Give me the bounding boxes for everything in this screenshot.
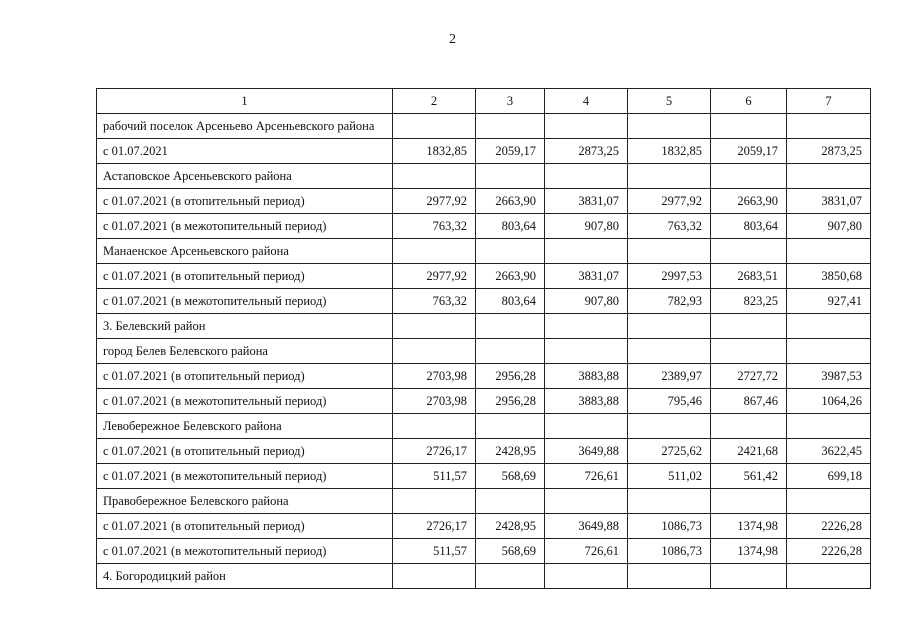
row-label: с 01.07.2021 (в отопительный период) [97, 439, 393, 464]
value-cell: 726,61 [545, 539, 628, 564]
value-cell: 2956,28 [476, 389, 545, 414]
tariff-table [96, 88, 871, 589]
row-label: Манаенское Арсеньевского района [97, 239, 393, 264]
value-cell: 2703,98 [393, 364, 476, 389]
table-row [97, 239, 871, 264]
value-cell [628, 489, 711, 514]
value-cell: 2727,72 [711, 364, 787, 389]
value-cell [476, 339, 545, 364]
row-label: город Белев Белевского района [97, 339, 393, 364]
row-label: рабочий поселок Арсеньево Арсеньевского района [97, 114, 393, 139]
value-cell: 1374,98 [711, 539, 787, 564]
table-row [97, 414, 871, 439]
value-cell: 699,18 [787, 464, 871, 489]
value-cell [711, 564, 787, 589]
value-cell [393, 114, 476, 139]
value-cell [787, 564, 871, 589]
table-row [97, 139, 871, 164]
value-cell: 2663,90 [476, 264, 545, 289]
value-cell: 2997,53 [628, 264, 711, 289]
column-header-1: 1 [97, 89, 393, 114]
value-cell [393, 339, 476, 364]
value-cell: 568,69 [476, 464, 545, 489]
value-cell: 2663,90 [711, 189, 787, 214]
table-row [97, 564, 871, 589]
value-cell: 511,57 [393, 464, 476, 489]
value-cell [628, 564, 711, 589]
row-label: с 01.07.2021 (в межотопительный период) [97, 289, 393, 314]
table-row [97, 514, 871, 539]
value-cell: 763,32 [393, 214, 476, 239]
value-cell: 803,64 [711, 214, 787, 239]
table-row [97, 114, 871, 139]
row-label: Правобережное Белевского района [97, 489, 393, 514]
value-cell [545, 414, 628, 439]
value-cell: 763,32 [393, 289, 476, 314]
value-cell [628, 164, 711, 189]
value-cell: 927,41 [787, 289, 871, 314]
value-cell: 1832,85 [628, 139, 711, 164]
value-cell: 1086,73 [628, 514, 711, 539]
value-cell: 2977,92 [628, 189, 711, 214]
value-cell: 1374,98 [711, 514, 787, 539]
table-row [97, 364, 871, 389]
column-header-2: 2 [393, 89, 476, 114]
value-cell: 3622,45 [787, 439, 871, 464]
value-cell [476, 489, 545, 514]
value-cell: 2059,17 [711, 139, 787, 164]
row-label: с 01.07.2021 (в отопительный период) [97, 364, 393, 389]
column-header-7: 7 [787, 89, 871, 114]
value-cell [787, 489, 871, 514]
row-label: 4. Богородицкий район [97, 564, 393, 589]
row-label: Левобережное Белевского района [97, 414, 393, 439]
value-cell: 907,80 [787, 214, 871, 239]
value-cell: 2703,98 [393, 389, 476, 414]
column-header-4: 4 [545, 89, 628, 114]
value-cell [787, 164, 871, 189]
table-row [97, 389, 871, 414]
value-cell: 3649,88 [545, 514, 628, 539]
value-cell: 2389,97 [628, 364, 711, 389]
value-cell: 3831,07 [545, 264, 628, 289]
value-cell: 511,02 [628, 464, 711, 489]
value-cell [711, 314, 787, 339]
value-cell [787, 239, 871, 264]
value-cell: 1832,85 [393, 139, 476, 164]
value-cell: 2726,17 [393, 439, 476, 464]
value-cell: 2873,25 [545, 139, 628, 164]
value-cell: 3987,53 [787, 364, 871, 389]
value-cell [476, 164, 545, 189]
value-cell: 763,32 [628, 214, 711, 239]
value-cell: 907,80 [545, 214, 628, 239]
page-number: 2 [449, 32, 456, 47]
value-cell [393, 489, 476, 514]
row-label: с 01.07.2021 (в межотопительный период) [97, 464, 393, 489]
value-cell: 1086,73 [628, 539, 711, 564]
row-label: с 01.07.2021 (в межотопительный период) [97, 539, 393, 564]
value-cell: 3831,07 [787, 189, 871, 214]
table-row [97, 164, 871, 189]
value-cell [393, 564, 476, 589]
value-cell: 2226,28 [787, 539, 871, 564]
table-row [97, 289, 871, 314]
value-cell: 907,80 [545, 289, 628, 314]
column-header-5: 5 [628, 89, 711, 114]
row-label: с 01.07.2021 (в межотопительный период) [97, 214, 393, 239]
table-row [97, 339, 871, 364]
value-cell [393, 414, 476, 439]
value-cell [628, 114, 711, 139]
value-cell: 2428,95 [476, 439, 545, 464]
value-cell: 2059,17 [476, 139, 545, 164]
row-label: с 01.07.2021 [97, 139, 393, 164]
value-cell: 2977,92 [393, 264, 476, 289]
value-cell [628, 339, 711, 364]
value-cell: 561,42 [711, 464, 787, 489]
value-cell: 795,46 [628, 389, 711, 414]
value-cell [787, 114, 871, 139]
value-cell: 3850,68 [787, 264, 871, 289]
value-cell: 2226,28 [787, 514, 871, 539]
value-cell [711, 114, 787, 139]
value-cell [545, 164, 628, 189]
value-cell [711, 339, 787, 364]
value-cell [393, 314, 476, 339]
value-cell: 568,69 [476, 539, 545, 564]
row-label: 3. Белевский район [97, 314, 393, 339]
column-header-3: 3 [476, 89, 545, 114]
value-cell [545, 489, 628, 514]
value-cell [476, 414, 545, 439]
value-cell: 511,57 [393, 539, 476, 564]
value-cell [711, 414, 787, 439]
value-cell: 3883,88 [545, 389, 628, 414]
value-cell [476, 314, 545, 339]
value-cell: 2956,28 [476, 364, 545, 389]
value-cell [545, 564, 628, 589]
table-row [97, 464, 871, 489]
value-cell: 803,64 [476, 214, 545, 239]
value-cell [476, 239, 545, 264]
row-label: с 01.07.2021 (в отопительный период) [97, 264, 393, 289]
value-cell: 726,61 [545, 464, 628, 489]
row-label: Астаповское Арсеньевского района [97, 164, 393, 189]
column-header-6: 6 [711, 89, 787, 114]
value-cell: 867,46 [711, 389, 787, 414]
row-label: с 01.07.2021 (в отопительный период) [97, 189, 393, 214]
row-label: с 01.07.2021 (в межотопительный период) [97, 389, 393, 414]
table-row [97, 539, 871, 564]
value-cell [787, 339, 871, 364]
value-cell [545, 239, 628, 264]
value-cell [545, 339, 628, 364]
value-cell: 1064,26 [787, 389, 871, 414]
value-cell [476, 114, 545, 139]
value-cell: 782,93 [628, 289, 711, 314]
table-header-row [97, 89, 871, 114]
value-cell: 3883,88 [545, 364, 628, 389]
value-cell: 2725,62 [628, 439, 711, 464]
value-cell: 2726,17 [393, 514, 476, 539]
value-cell [787, 314, 871, 339]
value-cell [628, 414, 711, 439]
value-cell [545, 114, 628, 139]
table-row [97, 214, 871, 239]
table-row [97, 439, 871, 464]
value-cell [628, 314, 711, 339]
table-row [97, 489, 871, 514]
row-label: с 01.07.2021 (в отопительный период) [97, 514, 393, 539]
value-cell: 823,25 [711, 289, 787, 314]
value-cell: 3831,07 [545, 189, 628, 214]
table-row [97, 189, 871, 214]
value-cell [711, 489, 787, 514]
value-cell: 2421,68 [711, 439, 787, 464]
value-cell [476, 564, 545, 589]
table-row [97, 264, 871, 289]
value-cell [393, 164, 476, 189]
value-cell [545, 314, 628, 339]
value-cell: 3649,88 [545, 439, 628, 464]
value-cell [711, 164, 787, 189]
value-cell: 2683,51 [711, 264, 787, 289]
value-cell: 803,64 [476, 289, 545, 314]
value-cell: 2873,25 [787, 139, 871, 164]
value-cell [393, 239, 476, 264]
value-cell [628, 239, 711, 264]
table-row [97, 314, 871, 339]
value-cell: 2977,92 [393, 189, 476, 214]
value-cell: 2428,95 [476, 514, 545, 539]
value-cell: 2663,90 [476, 189, 545, 214]
value-cell [711, 239, 787, 264]
value-cell [787, 414, 871, 439]
